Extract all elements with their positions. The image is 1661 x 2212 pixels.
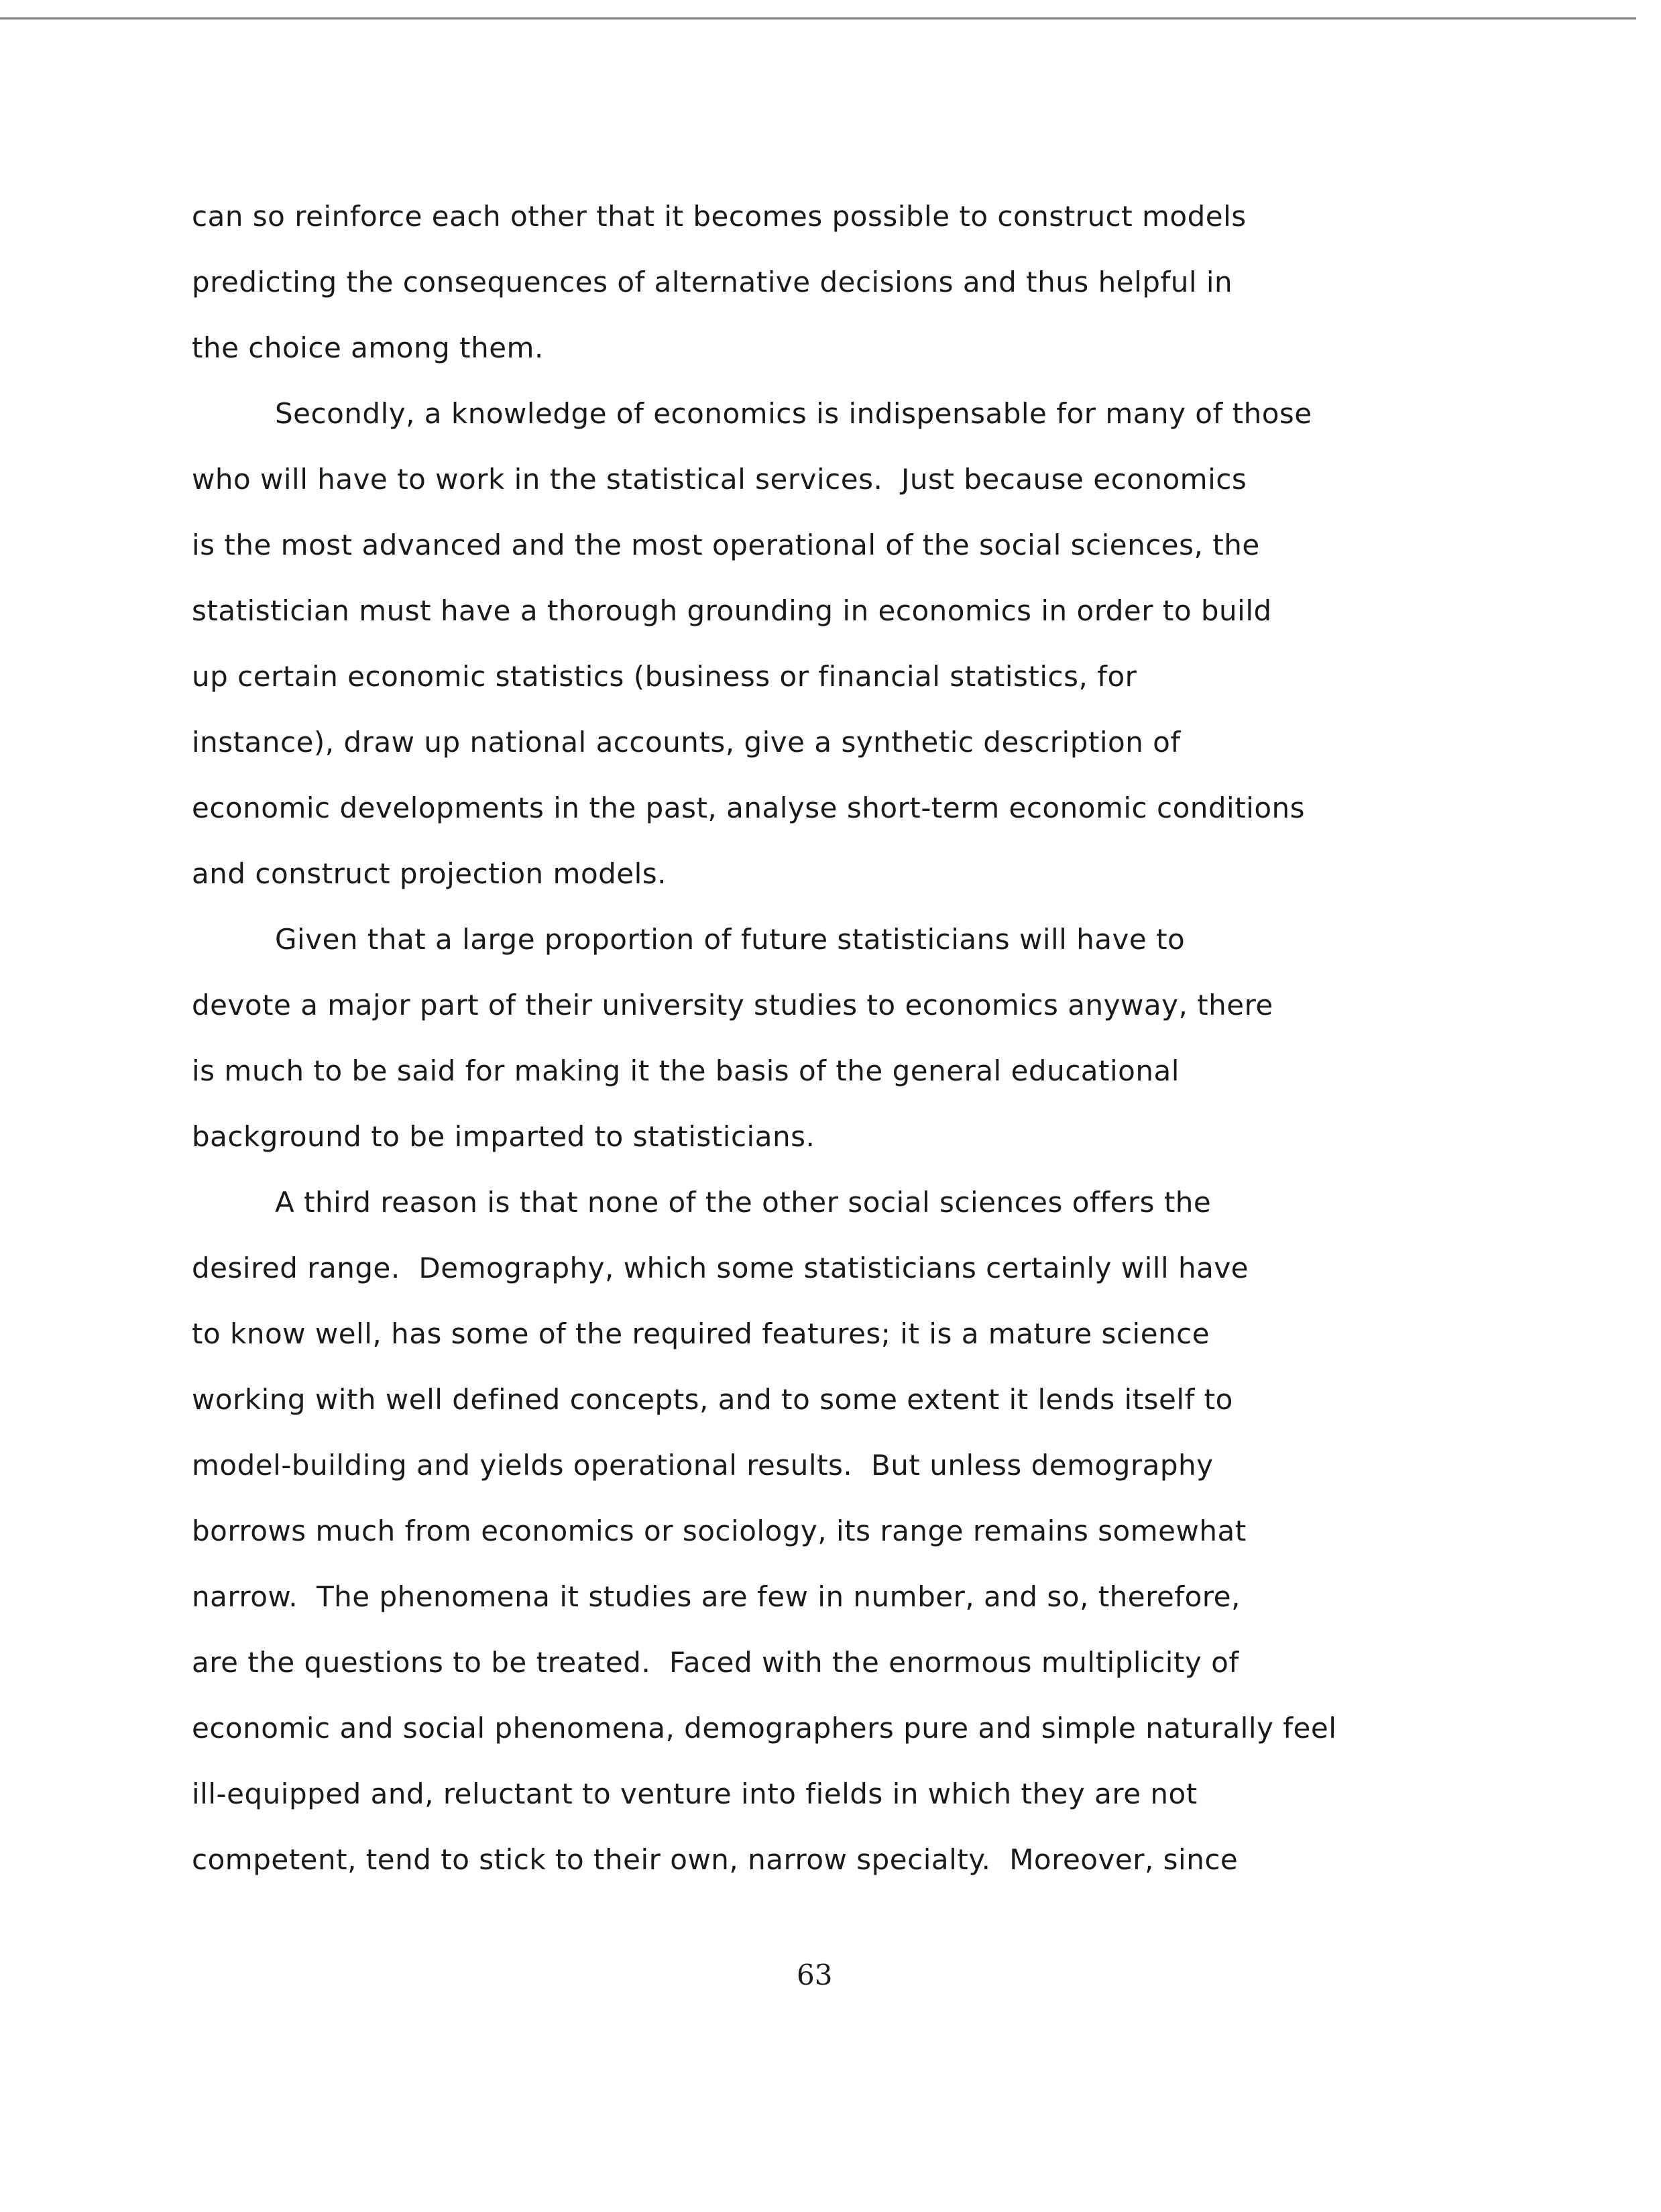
text-line: background to be imparted to statisticians.	[192, 1120, 815, 1153]
top-rule	[0, 17, 1636, 19]
text-line: the choice among them.	[192, 331, 544, 364]
text-line: working with well defined concepts, and to some extent it lends itself to	[192, 1383, 1233, 1416]
paragraph-start-line: A third reason is that none of the other social sciences offers the	[275, 1186, 1212, 1219]
text-line: model-building and yields operational results. But unless demography	[192, 1449, 1214, 1482]
text-line: narrow. The phenomena it studies are few in number, and so, therefore,	[192, 1580, 1241, 1613]
body-text	[192, 184, 1439, 1893]
text-line: and construct projection models.	[192, 857, 667, 890]
text-line: desired range. Demography, which some statisticians certainly will have	[192, 1252, 1249, 1284]
text-line: predicting the consequences of alternative decisions and thus helpful in	[192, 266, 1233, 298]
text-line: who will have to work in the statistical services. Just because economics	[192, 463, 1247, 496]
text-line: economic and social phenomena, demographers pure and simple naturally feel	[192, 1712, 1337, 1745]
text-line: are the questions to be treated. Faced with the enormous multiplicity of	[192, 1646, 1239, 1679]
text-line: up certain economic statistics (business or financial statistics, for	[192, 660, 1137, 693]
paragraph-start-line: Secondly, a knowledge of economics is indispensable for many of those	[275, 397, 1312, 430]
page-number: 63	[797, 1958, 833, 1991]
text-line: borrows much from economics or sociology, its range remains somewhat	[192, 1514, 1247, 1547]
text-line: statistician must have a thorough grounding in economics in order to build	[192, 594, 1272, 627]
text-line: can so reinforce each other that it becomes possible to construct models	[192, 200, 1247, 233]
text-line: economic developments in the past, analyse short-term economic conditions	[192, 791, 1306, 824]
text-line: ill-equipped and, reluctant to venture into fields in which they are not	[192, 1777, 1198, 1810]
text-line: is much to be said for making it the basis of the general educational	[192, 1054, 1180, 1087]
paragraph-start-line: Given that a large proportion of future statisticians will have to	[275, 923, 1186, 956]
text-line: instance), draw up national accounts, give a synthetic description of	[192, 726, 1181, 759]
text-line: is the most advanced and the most operational of the social sciences, the	[192, 529, 1260, 561]
text-line: competent, tend to stick to their own, narrow specialty. Moreover, since	[192, 1843, 1239, 1876]
text-line: to know well, has some of the required features; it is a mature science	[192, 1317, 1210, 1350]
text-line: devote a major part of their university studies to economics anyway, there	[192, 989, 1273, 1021]
